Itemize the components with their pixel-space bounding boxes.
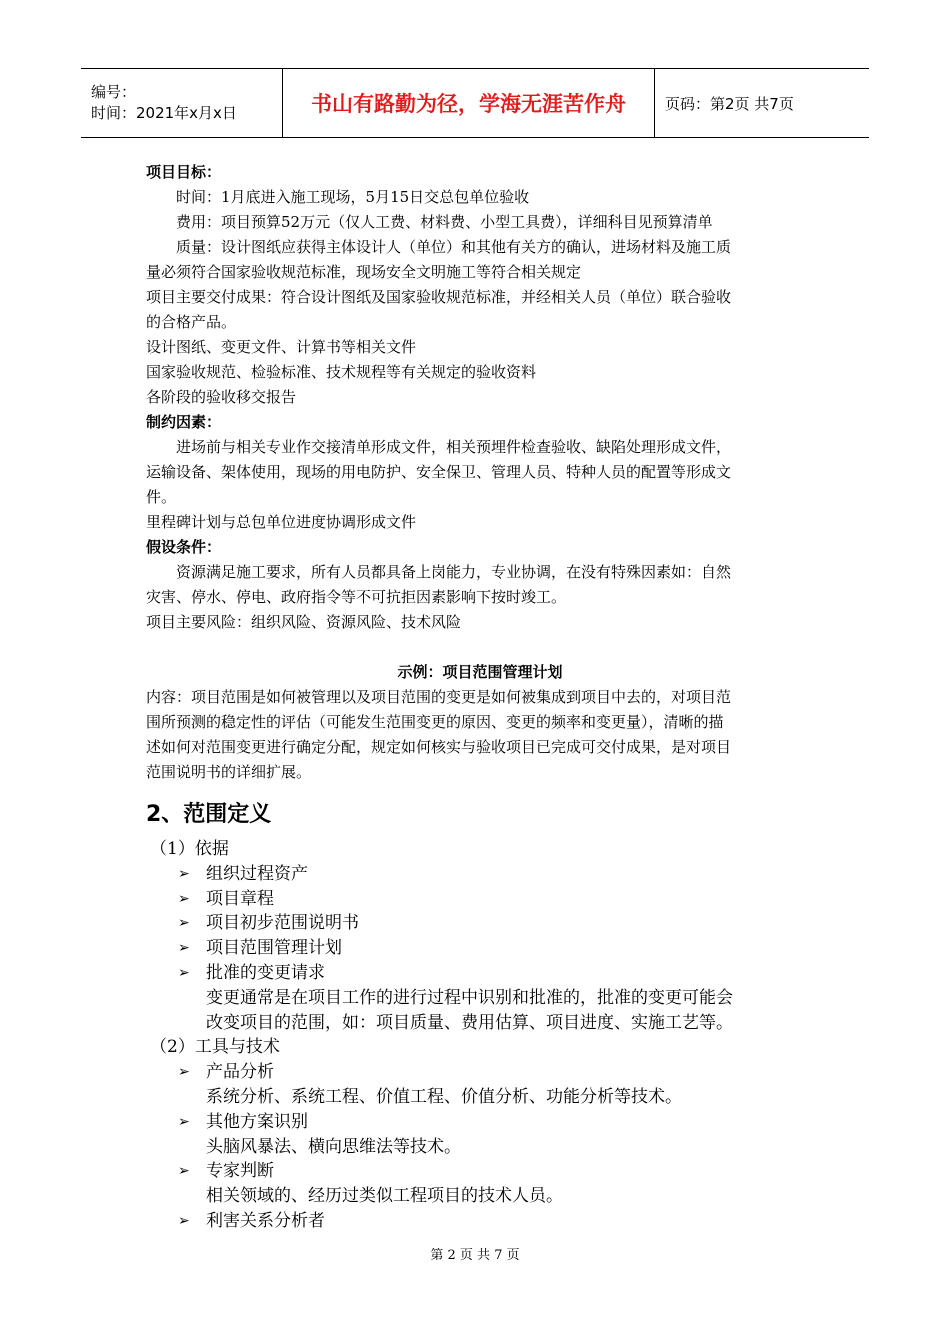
constraints-line-1: 进场前与相关专业作交接清单形成文件，相关预埋件检查验收、缺陷处理形成文件， (176, 438, 732, 456)
arrow-bullet-icon: ➢ (178, 940, 190, 957)
date-label: 时间：2021年x月x日 (91, 104, 237, 122)
header-motto: 书山有路勤为径，学海无涯苦作舟 (311, 92, 626, 116)
section-title: 2、范围定义 (146, 802, 272, 827)
example-title: 示例：项目范围管理计划 (397, 663, 563, 681)
content-line-4: 范围说明书的详细扩展。 (146, 763, 312, 781)
basis-item: ➢ 项目章程 (146, 887, 814, 912)
constraints-line-3: 件。 (146, 488, 177, 506)
goal-quality-line-2: 量必须符合国家验收规范标准，现场安全文明施工等符合相关规定 (146, 263, 582, 281)
deliverables-line-2: 的合格产品。 (146, 313, 237, 331)
header-motto-cell (283, 69, 655, 137)
risks-text: 项目主要风险：组织风险、资源风险、技术风险 (146, 613, 462, 631)
change-desc-line-1: 变更通常是在项目工作的进行过程中识别和批准的，批准的变更可能会 (206, 987, 733, 1008)
content-line-1: 内容：项目范围是如何被管理以及项目范围的变更是如何被集成到项目中去的，对项目范 (146, 688, 732, 706)
header-info-cell (81, 69, 283, 137)
assumptions-title: 假设条件： (146, 538, 222, 556)
tools-label: （2）工具与技术 (150, 1037, 280, 1058)
tool-item: ➢ 利害关系分析者 (146, 1209, 814, 1234)
goal-time: 时间：1月底进入施工现场，5月15日交总包单位验收 (176, 188, 530, 206)
tool-desc: 系统分析、系统工程、价值工程、价值分析、功能分析等技术。 (206, 1086, 682, 1107)
assumptions-line-2: 灾害、停水、停电、政府指令等不可抗拒因素影响下按时竣工。 (146, 588, 567, 606)
basis-label: （1）依据 (150, 839, 229, 859)
arrow-bullet-icon: ➢ (178, 1064, 190, 1081)
tool-item: ➢ 其他方案识别 (146, 1110, 814, 1135)
tool-item: ➢ 专家判断 (146, 1159, 814, 1184)
goal-title: 项目目标： (146, 163, 222, 181)
goal-quality-line-1: 质量：设计图纸应获得主体设计人（单位）和其他有关方的确认，进场材料及施工质 (176, 238, 732, 256)
number-label: 编号： (91, 83, 137, 101)
constraints-title: 制约因素： (146, 413, 222, 431)
document-body (146, 160, 814, 1234)
arrow-bullet-icon: ➢ (178, 964, 190, 981)
tool-item: ➢ 产品分析 (146, 1060, 814, 1085)
assumptions-line-1: 资源满足施工要求，所有人员都具备上岗能力，专业协调，在没有特殊因素如：自然 (176, 563, 732, 581)
tool-desc: 相关领域的、经历过类似工程项目的技术人员。 (206, 1186, 563, 1207)
change-desc-line-2: 改变项目的范围，如：项目质量、费用估算、项目进度、实施工艺等。 (206, 1012, 733, 1033)
page-footer: 第 2 页 共 7 页 (430, 1248, 520, 1263)
deliverables-line-1: 项目主要交付成果：符合设计图纸及国家验收规范标准，并经相关人员（单位）联合验收 (146, 288, 732, 306)
arrow-bullet-icon: ➢ (178, 915, 190, 932)
arrow-bullet-icon: ➢ (178, 1163, 190, 1180)
basis-item: ➢ 项目范围管理计划 (146, 936, 814, 961)
basis-item: ➢ 组织过程资产 (146, 862, 814, 887)
milestone-text: 里程碑计划与总包单位进度协调形成文件 (146, 513, 417, 531)
constraints-line-2: 运输设备、架体使用，现场的用电防护、安全保卫、管理人员、特种人员的配置等形成文 (146, 463, 732, 481)
arrow-bullet-icon: ➢ (178, 1113, 190, 1130)
arrow-bullet-icon: ➢ (178, 890, 190, 907)
goal-cost: 费用：项目预算52万元（仅人工费、材料费、小型工具费），详细科目见预算清单 (176, 213, 713, 231)
content-line-3: 述如何对范围变更进行确定分配，规定如何核实与验收项目已完成可交付成果，是对项目 (146, 738, 732, 756)
deliverable-item: 各阶段的验收移交报告 (146, 388, 297, 406)
tool-desc: 头脑风暴法、横向思维法等技术。 (206, 1136, 461, 1157)
basis-item: ➢ 批准的变更请求 (146, 961, 814, 986)
page-header (81, 68, 869, 138)
content-line-2: 围所预测的稳定性的评估（可能发生范围变更的原因、变更的频率和变更量），清晰的描 (146, 713, 724, 731)
header-page-cell (655, 69, 869, 137)
arrow-bullet-icon: ➢ (178, 1212, 190, 1229)
basis-item: ➢ 项目初步范围说明书 (146, 911, 814, 936)
deliverable-item: 设计图纸、变更文件、计算书等相关文件 (146, 338, 417, 356)
arrow-bullet-icon: ➢ (178, 865, 190, 882)
deliverable-item: 国家验收规范、检验标准、技术规程等有关规定的验收资料 (146, 363, 537, 381)
header-page-label: 页码：第2页 共7页 (665, 94, 794, 113)
